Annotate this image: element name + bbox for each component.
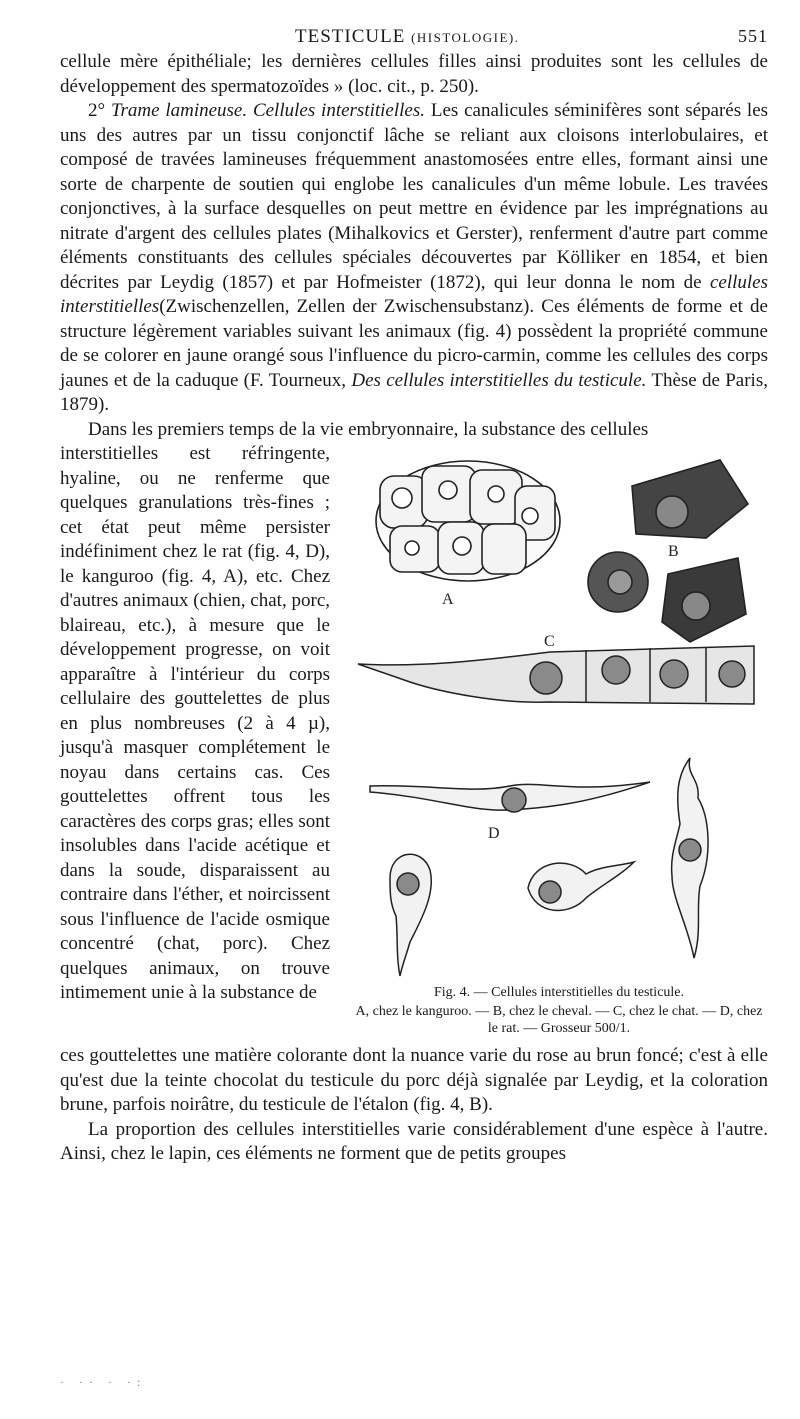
wrapped-text-column: [60, 442, 330, 1006]
figure-caption-title: Fig. 4. — Cellules interstitielles du testicule.: [433, 985, 685, 1000]
paragraph-2-text-1: Les canalicules séminifères sont séparés les uns des autres par un tissu conjonctif lâche se reliant aux cloisons interlobulaires, et composé de travées lamineuses fréquemment anastomosées entre elles, formant ainsi une sorte de charpente de soutien qui englobe les canalicules d'un même lobule. Les travées conjonctives, à la surface desquelles on peut mettre en évidence par les imprégnations au nitrate d'argent des cellules plates (Mihalkovics et Gerster), renferment d'autre part comme éléments constituants des cellules spéciales découvertes par Kölliker en 1854, et bien décrites par Leydig (1857) et par Hofmeister (1872), qui leur donna le nom de: [60, 100, 769, 293]
page-number: 551: [738, 26, 768, 46]
italic-reference: Des cellules interstitielles du testicule.: [351, 369, 647, 391]
paragraph-3-top: Dans les premiers temps de la vie embryonnaire, la substance des cellules: [88, 418, 649, 440]
title-paren: (HISTOLOGIE).: [411, 30, 520, 45]
figure-label-b: B: [668, 543, 679, 560]
section-heading-a: Trame lamineuse.: [110, 100, 248, 121]
figure-4: [350, 446, 768, 1044]
figure-caption-body: A, chez le kanguroo. — B, chez le cheval. — C, chez le chat. — D, chez le rat. — Grosseur 500/1.: [355, 1004, 763, 1036]
cell-group-d: [370, 758, 708, 976]
title-main: TESTICULE: [295, 26, 406, 47]
paragraph-4: La proportion des cellules interstitielles varie considérablement d'une espèce à l'autre. Ainsi, chez le lapin, ces éléments ne forment que de petits groupes: [60, 1118, 768, 1164]
figure-caption: [350, 984, 768, 1037]
paragraph-3-wrapped: interstitielles est réfringente, hyaline, ou ne renferme que quelques granulations très-fines ; cet état peut même persister indéfiniment chez le rat (fig. 4, D), le kanguroo (fig. 4, A), etc. Chez d'autres animaux (chien, chat, porc, blaireau, etc.), à mesure que le développement progresse, on voit apparaître à l'intérieur du corps cellulaire des gouttelettes de plus en plus nombreuses (2 à 4 µ), jusqu'à masquer complétement le noyau dans certains cas. Ces gouttelettes offrent tous les caractères des corps gras; elles sont insolubles dans l'acide acétique et dans la soude, disparaissent au contraire dans l'éther, et noircissent sous l'influence de l'acide osmique concentré (chat, porc). Chez quelques animaux, on trouve intimement unie à la substance de: [60, 443, 330, 1003]
paragraph-2-text-3: Thèse de Paris, 1879).: [60, 369, 768, 415]
document-page: [60, 22, 768, 1167]
section-heading-b: Cellules interstitielles.: [252, 100, 426, 121]
italic-term: cellules interstitielles: [60, 271, 768, 317]
section-number: 2°: [88, 100, 106, 121]
cell-cluster-a: [376, 461, 560, 581]
figure-label-c: C: [544, 633, 555, 650]
footer-specks: · ·· · ·:: [60, 1375, 147, 1389]
paragraph-2-text-2: (Zwischenzellen, Zellen der Zwischensubstanz). Ces éléments de forme et de structure légèrement variables suivant les animaux (fig. 4) possèdent la propriété commune de se colorer en jaune orangé sous l'influence du picro-carmin, comme les cellules des corps jaunes et de la caduque (F. Tourneux,: [60, 296, 768, 391]
paragraph-1: cellule mère épithéliale; les dernières cellules filles ainsi produites sont les cellules de développement des spermatozoïdes » (loc. cit., p. 250).: [60, 51, 768, 97]
paragraph-2: [60, 99, 768, 418]
paragraph-3-bottom: ces gouttelettes une matière colorante dont la nuance varie du rose au brun foncé; c'est à elle qu'est due la teinte chocolat du testicule du porc déjà signalée par Leydig, et la coloration brune, parfois noirâtre, du testicule de l'étalon (fig. 4, B).: [60, 1045, 768, 1115]
cell-strand-c: [358, 646, 754, 704]
figure-illustration: [350, 446, 768, 981]
figure-label-a: A: [442, 591, 454, 608]
figure-label-d: D: [488, 825, 500, 842]
running-title: [295, 26, 520, 48]
running-header: [60, 22, 768, 50]
